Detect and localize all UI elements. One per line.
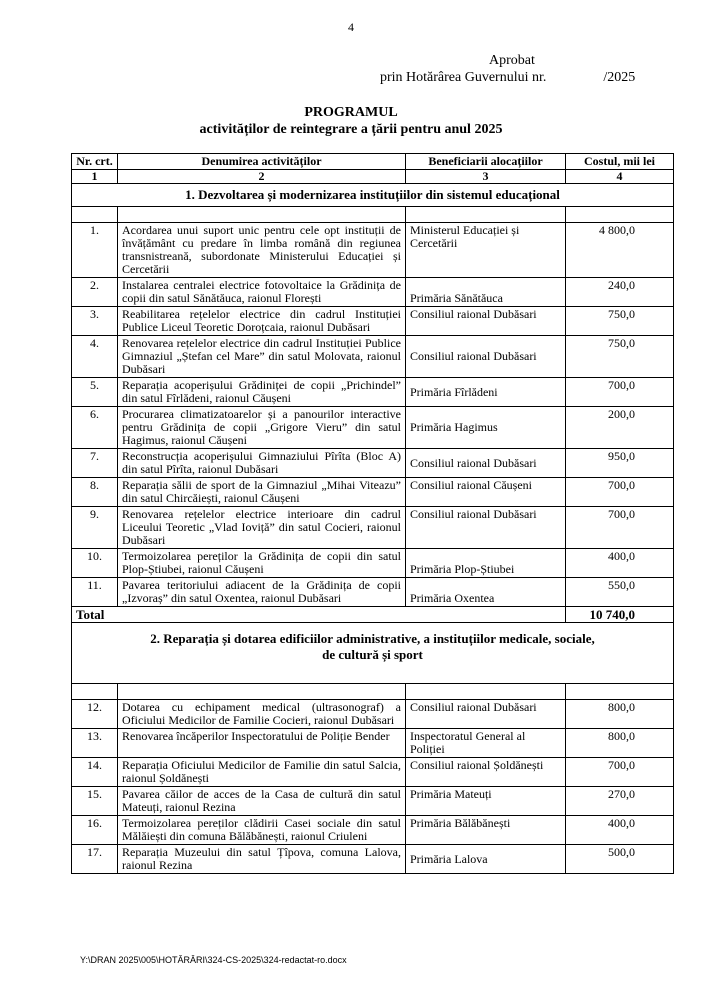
row-beneficiary: Consiliul raional Dubăsari: [406, 449, 566, 478]
table-row: [72, 407, 674, 449]
row-cost: 800,0: [566, 700, 674, 729]
section-title-line-1: 2. Reparația și dotarea edificiilor administrative, a instituțiilor medicale, sociale,: [150, 631, 595, 646]
table-row: [72, 700, 674, 729]
table-row: [72, 378, 674, 407]
table-row: [72, 729, 674, 758]
approval-block: [380, 52, 680, 86]
row-activity: Acordarea unui suport unic pentru cele opt instituții de învățământ cu predare în limba română din regiunea transnistreană, subordonate Ministerului Educației și Cercetării: [118, 223, 406, 278]
decree-year: /2025: [603, 70, 636, 85]
row-cost: 4 800,0: [566, 223, 674, 278]
row-cost: 750,0: [566, 336, 674, 378]
row-activity: Termoizolarea pereților la Grădinița de copii din satul Plop-Știubei, raionul Căușeni: [118, 549, 406, 578]
total-label: Total: [72, 607, 566, 623]
row-beneficiary: Consiliul raional Dubăsari: [406, 507, 566, 549]
title-line-2: activităților de reintegrare a țării pentru anul 2025: [199, 122, 503, 137]
row-beneficiary: Consiliul raional Dubăsari: [406, 307, 566, 336]
row-activity: Pavarea căilor de acces de la Casa de cultură din satul Mateuți, raionul Rezina: [118, 787, 406, 816]
section-title-line-2: de cultură și sport: [322, 647, 423, 662]
table-row: [72, 845, 674, 874]
table-row: [72, 478, 674, 507]
title-line-1: PROGRAMUL: [304, 105, 398, 120]
col-number: 2: [118, 170, 406, 184]
approval-decree: [380, 69, 680, 86]
row-nr: 17.: [72, 845, 118, 874]
row-nr: 13.: [72, 729, 118, 758]
row-cost: 200,0: [566, 407, 674, 449]
table-row: [72, 578, 674, 607]
row-beneficiary: Primăria Lalova: [406, 845, 566, 874]
col-number: 1: [72, 170, 118, 184]
section-header-1: [72, 184, 674, 207]
row-beneficiary: Primăria Fîrlădeni: [406, 378, 566, 407]
row-cost: 270,0: [566, 787, 674, 816]
row-activity: Dotarea cu echipament medical (ultrasonograf) a Oficiului Medicilor de Familie Cocieri, raionul Dubăsari: [118, 700, 406, 729]
row-cost: 950,0: [566, 449, 674, 478]
decree-text: prin Hotărârea Guvernului nr.: [380, 70, 547, 85]
row-nr: 2.: [72, 278, 118, 307]
row-beneficiary: Primăria Oxentea: [406, 578, 566, 607]
row-cost: 700,0: [566, 378, 674, 407]
row-nr: 1.: [72, 223, 118, 278]
row-activity: Procurarea climatizatoarelor și a panourilor interactive pentru Grădinița de copii „Grigore Vieru” din satul Hagimus, raionul Căușeni: [118, 407, 406, 449]
document-title: [0, 104, 702, 138]
row-beneficiary: Primăria Mateuți: [406, 787, 566, 816]
row-beneficiary: Primăria Hagimus: [406, 407, 566, 449]
header-beneficiary: Beneficiarii alocațiilor: [406, 154, 566, 170]
table-row: [72, 307, 674, 336]
row-cost: 700,0: [566, 478, 674, 507]
table-row: [72, 816, 674, 845]
row-nr: 16.: [72, 816, 118, 845]
table-row: [72, 758, 674, 787]
row-nr: 6.: [72, 407, 118, 449]
row-beneficiary: Ministerul Educației și Cercetării: [406, 223, 566, 278]
row-activity: Reabilitarea rețelelor electrice din cadrul Instituției Publice Liceul Teoretic Doroțcaia, raionul Dubăsari: [118, 307, 406, 336]
row-cost: 800,0: [566, 729, 674, 758]
total-value: 10 740,0: [566, 607, 674, 623]
row-cost: 400,0: [566, 549, 674, 578]
section-header-2: [72, 623, 674, 684]
table-header-row: [72, 154, 674, 170]
file-path-footer: Y:\DRAN 2025\005\HOTĂRÂRI\324-CS-2025\324-redactat-ro.docx: [80, 955, 347, 965]
page-number: 4: [348, 20, 354, 34]
row-activity: Renovarea rețelelor electrice interioare din cadrul Liceului Teoretic „Vlad Ioviță” din satul Cocieri, raionul Dubăsari: [118, 507, 406, 549]
table-row: [72, 449, 674, 478]
section-title: [72, 623, 674, 684]
row-activity: Reparația Muzeului din satul Țîpova, comuna Lalova, raionul Rezina: [118, 845, 406, 874]
row-cost: 700,0: [566, 758, 674, 787]
program-table: [71, 153, 674, 874]
row-beneficiary: Inspectoratul General al Poliției: [406, 729, 566, 758]
row-nr: 14.: [72, 758, 118, 787]
col-number: 4: [566, 170, 674, 184]
header-nr: Nr. crt.: [72, 154, 118, 170]
table-row: [72, 507, 674, 549]
row-nr: 12.: [72, 700, 118, 729]
table-row: [72, 223, 674, 278]
row-nr: 5.: [72, 378, 118, 407]
header-cost: Costul, mii lei: [566, 154, 674, 170]
table-row: [72, 549, 674, 578]
row-beneficiary: Consiliul raional Șoldănești: [406, 758, 566, 787]
row-nr: 7.: [72, 449, 118, 478]
row-activity: Pavarea teritoriului adiacent de la Grădinița de copii „Izvoraș” din satul Oxentea, raionul Dubăsari: [118, 578, 406, 607]
row-activity: Reparația sălii de sport de la Gimnaziul „Mihai Viteazu” din satul Chircăiești, raionul Căușeni: [118, 478, 406, 507]
row-cost: 400,0: [566, 816, 674, 845]
row-cost: 500,0: [566, 845, 674, 874]
row-nr: 15.: [72, 787, 118, 816]
row-beneficiary: Primăria Sănătăuca: [406, 278, 566, 307]
row-activity: Renovarea încăperilor Inspectoratului de Poliție Bender: [118, 729, 406, 758]
header-name: Denumirea activităților: [118, 154, 406, 170]
spacer-row: [72, 684, 674, 700]
row-beneficiary: Consiliul raional Dubăsari: [406, 700, 566, 729]
row-activity: Instalarea centralei electrice fotovoltaice la Grădinița de copii din satul Sănătăuca, raionul Florești: [118, 278, 406, 307]
row-activity: Renovarea rețelelor electrice din cadrul Instituției Publice Gimnaziul „Ștefan cel Mare” din satul Molovata, raionul Dubăsari: [118, 336, 406, 378]
row-nr: 8.: [72, 478, 118, 507]
section-title: 1. Dezvoltarea și modernizarea instituțiilor din sistemul educațional: [72, 184, 674, 207]
row-nr: 10.: [72, 549, 118, 578]
table-row: [72, 278, 674, 307]
total-row: [72, 607, 674, 623]
row-beneficiary: Consiliul raional Dubăsari: [406, 336, 566, 378]
row-cost: 550,0: [566, 578, 674, 607]
table-row: [72, 336, 674, 378]
row-beneficiary: Primăria Bălăbănești: [406, 816, 566, 845]
row-cost: 240,0: [566, 278, 674, 307]
row-nr: 9.: [72, 507, 118, 549]
row-beneficiary: Primăria Plop-Știubei: [406, 549, 566, 578]
col-number: 3: [406, 170, 566, 184]
row-beneficiary: Consiliul raional Căușeni: [406, 478, 566, 507]
row-nr: 3.: [72, 307, 118, 336]
table-row: [72, 787, 674, 816]
row-activity: Reparația Oficiului Medicilor de Familie din satul Salcia, raionul Șoldănești: [118, 758, 406, 787]
column-numbers-row: [72, 170, 674, 184]
approval-label: Aprobat: [489, 53, 535, 68]
row-cost: 750,0: [566, 307, 674, 336]
row-activity: Reparația acoperișului Grădiniței de copii „Prichindel” din satul Fîrlădeni, raionul Căușeni: [118, 378, 406, 407]
row-cost: 700,0: [566, 507, 674, 549]
row-nr: 11.: [72, 578, 118, 607]
row-nr: 4.: [72, 336, 118, 378]
spacer-row: [72, 207, 674, 223]
row-activity: Reconstrucția acoperișului Gimnaziului Pîrîta (Bloc A) din satul Pîrîta, raionul Dubăsari: [118, 449, 406, 478]
row-activity: Termoizolarea pereților clădirii Casei sociale din satul Mălăiești din comuna Bălăbănești, raionul Criuleni: [118, 816, 406, 845]
